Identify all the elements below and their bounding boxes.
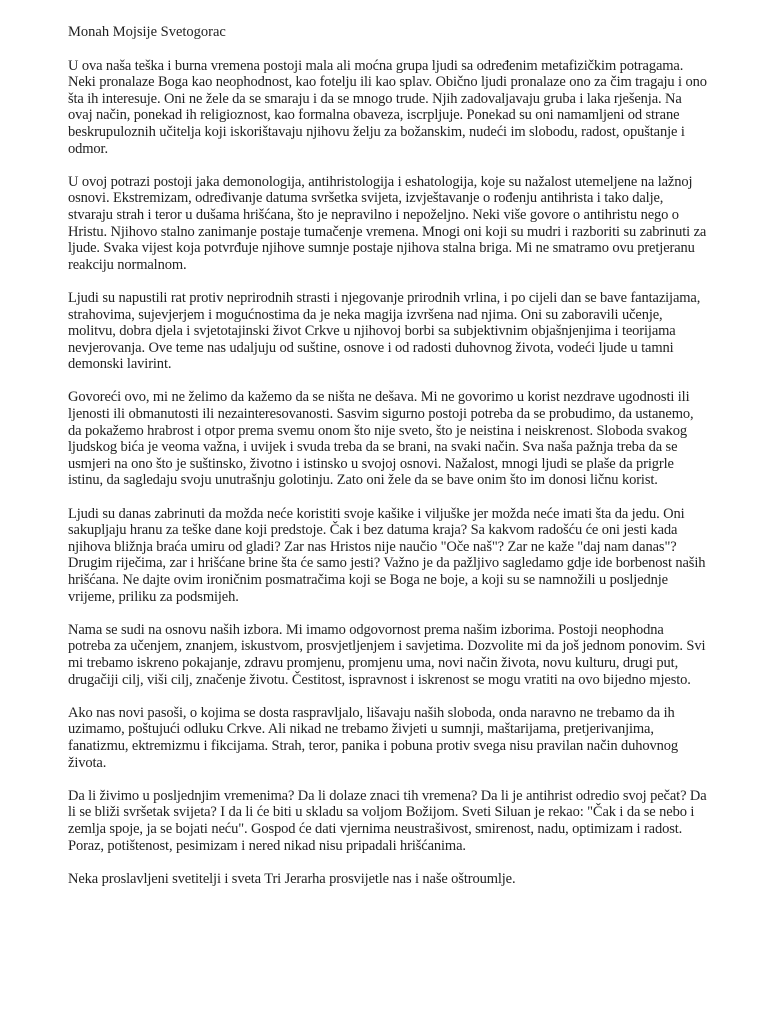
- paragraph-2: U ovoj potrazi postoji jaka demonologija, antihristologija i eshatologija, koje su nažalost utemeljene na lažnoj osnovi. Ekstremizam, određivanje datuma svršetka svijeta, izvještavanje o rođenju antihrista i tako dalje, stvaraju strah i teror u dušama hrišćana, što je nepravilno i nepoželjno. Neki više govore o antihristu nego o Hristu. Njihovo stalno zanimanje postaje tumačenje vremena. Mnogi oni koji su mudri i razboriti su zabrinuti za ljude. Svaka vijest koja potvrđuje njihove sumnje postaje njihova stalna briga. Mi ne smatramo ovu pretjeranu reakciju normalnom.: [68, 173, 707, 273]
- paragraph-3: Ljudi su napustili rat protiv neprirodnih strasti i njegovanje prirodnih vrlina, i po cijeli dan se bave fantazijama, strahovima, sujevjerjem i mogućnostima da je neka magija izvršena nad njima. Oni su zaboravili učenje, molitvu, dobra djela i svjetotajinski život Crkve u njihovoj borbi sa subjektivnim objašnjenjima i teorijama nevjerovanja. Ove teme nas udaljuju od suštine, osnove i od radosti duhovnog života, vodeći ljude u tamni demonski lavirint.: [68, 289, 701, 373]
- document-author-title: Monah Mojsije Svetogorac: [68, 24, 226, 40]
- paragraph-4: Govoreći ovo, mi ne želimo da kažemo da se ništa ne dešava. Mi ne govorimo u korist nezdrave ugodnosti ili ljenosti ili obmanutosti ili nezainteresovanosti. Sasvim sigurno postoji potreba da se probudimo, da ustanemo, da pokažemo hrabrost i otpor prema svemu onom što nije sveto, što je neistina i neiskrenost. Sloboda svakog ljudskog bića je veoma važna, i uvijek i svuda treba da se brani, na svaki način. Sva naša pažnja treba da se usmjeri na ono što je suštinsko, životno i istinsko u svojoj osnovi. Nažalost, mnogi ljudi se plaše da prigrle istinu, da sagledaju svoju unutrašnju golotinju. Zato oni žele da se bave onim što im donosi ličnu korist.: [68, 389, 694, 489]
- paragraph-9: Neka proslavljeni svetitelji i sveta Tri Jerarha prosvijetle nas i naše oštroumlje.: [68, 870, 516, 887]
- paragraph-5: Ljudi su danas zabrinuti da možda neće koristiti svoje kašike i viljuške jer možda neće imati šta da jedu. Oni sakupljaju hranu za teške dane koji predstoje. Čak i bez datuma kraja? Sa kakvom radošću će oni jesti kada njihova bližnja braća umiru od gladi? Zar nas Hristos nije naučio "Oče naš"? Zar ne kaže "daj nam danas"? Drugim riječima, zar i hrišćane brine šta će samo jesti? Važno je da pažljivo sagledamo gdje ide borbenost naših hrišćana. Ne dajte ovim ironičnim posmatračima koji se Boga ne boje, a koji su se namnožili u posljednje vrijeme, priliku za podsmijeh.: [68, 505, 706, 605]
- paragraph-1: U ova naša teška i burna vremena postoji mala ali moćna grupa ljudi sa određenim metafizičkim potragama. Neki pronalaze Boga kao neophodnost, kao fotelju ili kao splav. Obično ljudi pronalaze ono za čim tragaju i ono šta ih interesuje. Oni ne žele da se smaraju i da se mnogo trude. Njih zadovaljavaju gruba i laka rješenja. Na ovaj način, ponekad ih religioznost, kao formalna obaveza, iscrpljuje. Ponekad su oni namamljeni od strane beskrupuloznih učitelja koji iskorištavaju njihovu želju za božanskim, nudeći im slobodu, radost, opuštanje i odmor.: [68, 57, 707, 157]
- paragraph-6: Nama se sudi na osnovu naših izbora. Mi imamo odgovornost prema našim izborima. Postoji neophodna potreba za učenjem, znanjem, iskustvom, prosvjetljenjem i savjetima. Dozvolite mi da još jednom ponovim. Svi mi trebamo iskreno pokajanje, zdravu promjenu, promjenu uma, novi način života, novu kulturu, drugi put, drugačiji cilj, viši cilj, značenje životu. Čestitost, ispravnost i iskrenost se mogu vratiti na ovo bijedno mjesto.: [68, 621, 706, 688]
- document-page: [68, 24, 708, 904]
- paragraph-7: Ako nas novi pasoši, o kojima se dosta raspravljalo, lišavaju naših sloboda, onda naravno ne trebamo da ih uzimamo, poštujući odluku Crkve. Ali nikad ne trebamo živjeti u sumnji, maštarijama, pretjerivanjima, fanatizmu, ektremizmu i fikcijama. Strah, teror, panika i pobuna protiv svega nisu pravilan način duhovnog života.: [68, 704, 679, 771]
- paragraph-8: Da li živimo u posljednjim vremenima? Da li dolaze znaci tih vremena? Da li je antihrist odredio svoj pečat? Da li se bliži svršetak svijeta? I da li će biti u skladu sa voljom Božijom. Sveti Siluan je rekao: "Čak i da se nebo i zemlja spoje, ja se bojati neću". Gospod će dati vjernima neustrašivost, smirenost, nadu, optimizam i radost. Poraz, potištenost, pesimizam i nered nikad nisu pripadali hrišćanima.: [68, 787, 707, 854]
